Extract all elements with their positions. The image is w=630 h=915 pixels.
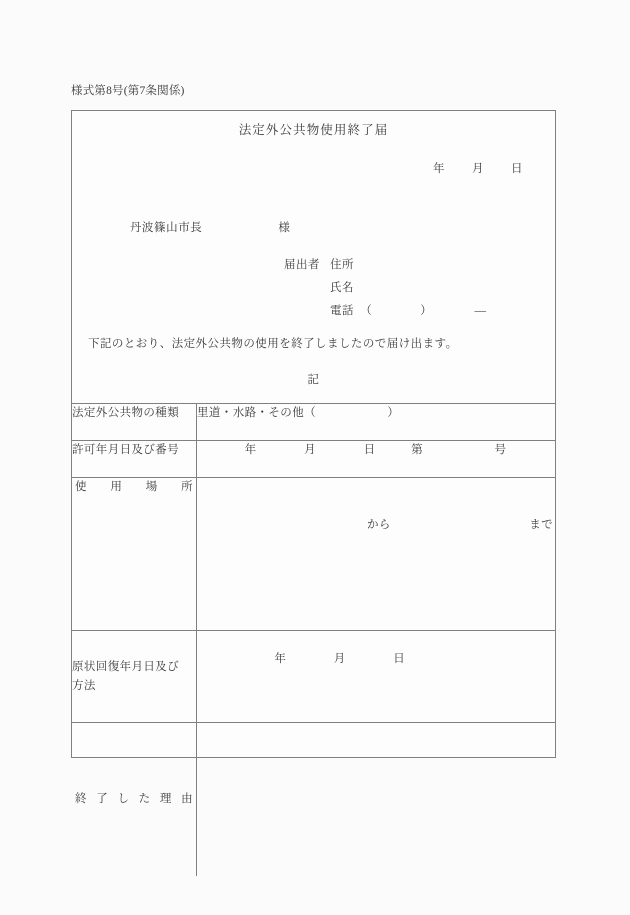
row-label-place: [72, 478, 197, 631]
row-label-permit-number: 許可年月日及び番号: [72, 441, 197, 478]
ki-mark: 記: [307, 374, 320, 386]
row-value-kind[interactable]: 里道・水路・その他（ ）: [197, 404, 556, 441]
submitter-address-label: 住所: [330, 259, 354, 271]
table-row-place: [72, 478, 555, 631]
addressee-name: 丹波篠山市長: [129, 222, 203, 234]
form-outer-box: [71, 110, 556, 805]
label-char: 所: [181, 481, 193, 493]
row-value-permit-number[interactable]: 年 月 日 第 号: [197, 441, 556, 478]
row-label-restoration-line1: 原状回復年月日及び: [72, 660, 180, 673]
label-char: 終: [75, 792, 87, 805]
row-value-place[interactable]: [197, 478, 556, 631]
table-row-kind: [72, 404, 555, 441]
place-from-label: から: [367, 519, 391, 531]
addressee-line: [102, 207, 291, 247]
label-char: 由: [181, 792, 193, 805]
form-number: 様式第8号(第7条関係): [71, 85, 185, 97]
table-row-restoration: [72, 631, 555, 723]
form-table: [72, 403, 555, 876]
label-char: た: [138, 792, 151, 805]
submitter-label: 届出者: [284, 259, 320, 271]
row-label-restoration-line2: 方法: [72, 679, 96, 692]
restoration-date-line: 年 月 日: [274, 653, 406, 665]
submitter-name-label: 氏名: [330, 282, 354, 294]
form-header-region: [72, 111, 555, 403]
document-title: 法定外公共物使用終了届: [238, 123, 389, 137]
submitter-block: [284, 254, 487, 323]
label-char: 用: [110, 481, 123, 493]
row-label-kind: 法定外公共物の種類: [72, 404, 197, 441]
table-row-permit-number: [72, 441, 555, 478]
submitter-name-row: [284, 277, 487, 300]
submitter-address-row: [284, 254, 487, 277]
place-range: [197, 516, 555, 592]
statement-text: 下記のとおり、法定外公共物の使用を終了しましたので届け出ます。: [88, 338, 458, 350]
label-char: 理: [159, 792, 172, 805]
row-label-restoration: [72, 631, 197, 723]
row-value-reason[interactable]: [197, 723, 556, 876]
row-value-restoration[interactable]: [197, 631, 556, 723]
submitter-phone-row: [284, 300, 487, 323]
addressee-honorific: 様: [278, 222, 291, 234]
row-label-reason-chars: [72, 790, 196, 809]
label-char: し: [117, 792, 130, 805]
row-label-reason: [72, 723, 197, 876]
row-label-place-chars: [72, 478, 196, 497]
label-char: 使: [75, 481, 87, 493]
label-char: 場: [145, 481, 158, 493]
label-char: 了: [96, 792, 109, 805]
date-line: 年 月 日: [433, 163, 523, 175]
table-row-reason: [72, 723, 555, 876]
place-to-label: まで: [529, 519, 553, 531]
submitter-phone-label: 電話 （ ） —: [330, 305, 487, 317]
